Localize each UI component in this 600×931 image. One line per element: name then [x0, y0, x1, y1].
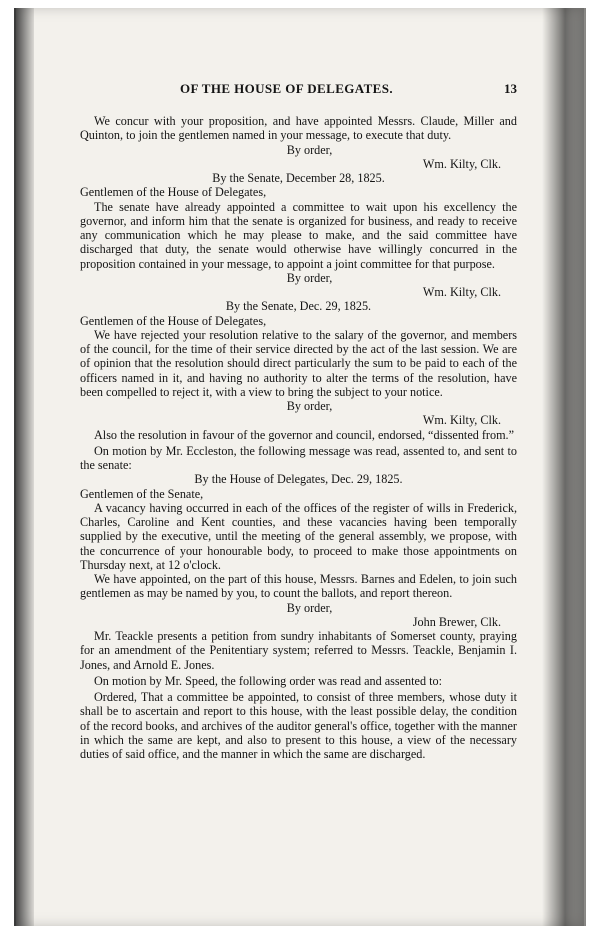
message-paragraph: We have appointed, on the part of this house, Messrs. Barnes and Edelen, to join such gentlemen as may be named by you, to count the ballots, and report thereon.: [80, 572, 517, 601]
journal-paragraph: Also the resolution in favour of the governor and council, endorsed, “dissented from.”: [94, 427, 515, 442]
clerk-signature: Wm. Kilty, Clk.: [422, 156, 501, 171]
dateline: By the House of Delegates, Dec. 29, 1825.: [194, 472, 403, 487]
page-text-block: [80, 82, 517, 761]
salutation: Gentlemen of the House of Delegates,: [80, 185, 267, 200]
message-paragraph: A vacancy having occurred in each of the offices of the register of wills in Frederick, Charles, Caroline and Kent counties, and these vacancies having been temporally supplied by the executive, until the meeting of the general assembly, we propose, with the concurrence of your honourable body, to proceed to make those appointments on Thursday next, at 12 o'clock.: [80, 500, 517, 572]
clerk-signature: John Brewer, Clk.: [412, 614, 501, 629]
running-head: OF THE HOUSE OF DELEGATES.: [180, 81, 394, 96]
binding-gutter: [14, 8, 34, 926]
by-order-line: By order,: [286, 270, 333, 285]
message-paragraph: We have rejected your resolution relative to the salary of the governor, and members of the council, for the time of their service directed by the act of the last session. We are of opinion that the resolution should direct particularly the sum to be paid to each of the officers named in it, and having no authority to alter the terms of the resolution, have been compelled to reject it, with a view to bring the subject to your notice.: [80, 327, 517, 399]
by-order-line: By order,: [286, 600, 333, 615]
message-paragraph: We concur with your proposition, and have appointed Messrs. Claude, Miller and Quinton, to join the gentlemen named in your message, to execute that duty.: [80, 114, 517, 143]
salutation: Gentlemen of the House of Delegates,: [80, 313, 267, 328]
by-order-line: By order,: [286, 399, 333, 413]
by-order-line: By order,: [286, 142, 333, 157]
order-paragraph: Ordered, That a committee be appointed, to consist of three members, whose duty it shall be to ascertain and report to this house, with the least possible delay, the condition of the record books, and archives of the auditor general's office, together with the manner in which the same are kept, and also to present to this house, a view of the necessary duties of said office, and the manner in which the same are discharged.: [80, 690, 517, 761]
dateline: By the Senate, December 28, 1825.: [212, 171, 385, 185]
page-header: [80, 82, 517, 100]
page-number: 13: [504, 81, 517, 96]
journal-paragraph: On motion by Mr. Speed, the following order was read and assented to:: [94, 673, 442, 688]
salutation: Gentlemen of the Senate,: [80, 486, 204, 501]
journal-paragraph: On motion by Mr. Eccleston, the following message was read, assented to, and sent to the senate:: [80, 443, 517, 472]
clerk-signature: Wm. Kilty, Clk.: [422, 413, 501, 428]
clerk-signature: Wm. Kilty, Clk.: [422, 285, 501, 299]
journal-paragraph: Mr. Teackle presents a petition from sundry inhabitants of Somerset county, praying for an amendment of the Penitentiary system; referred to Messrs. Teackle, Benjamin I. Jones, and Arnold E. Jones.: [80, 629, 517, 672]
dateline: By the Senate, Dec. 29, 1825.: [225, 299, 372, 314]
message-paragraph: The senate have already appointed a committee to wait upon his excellency the governor, and inform him that the senate is organized for business, and ready to receive any communication which he may please to make, and the said committee have discharged that duty, the senate would otherwise have willingly concurred in the proposition contained in your message, to appoint a joint committee for that purpose.: [80, 199, 517, 271]
page-edge-shadow: [542, 8, 584, 926]
